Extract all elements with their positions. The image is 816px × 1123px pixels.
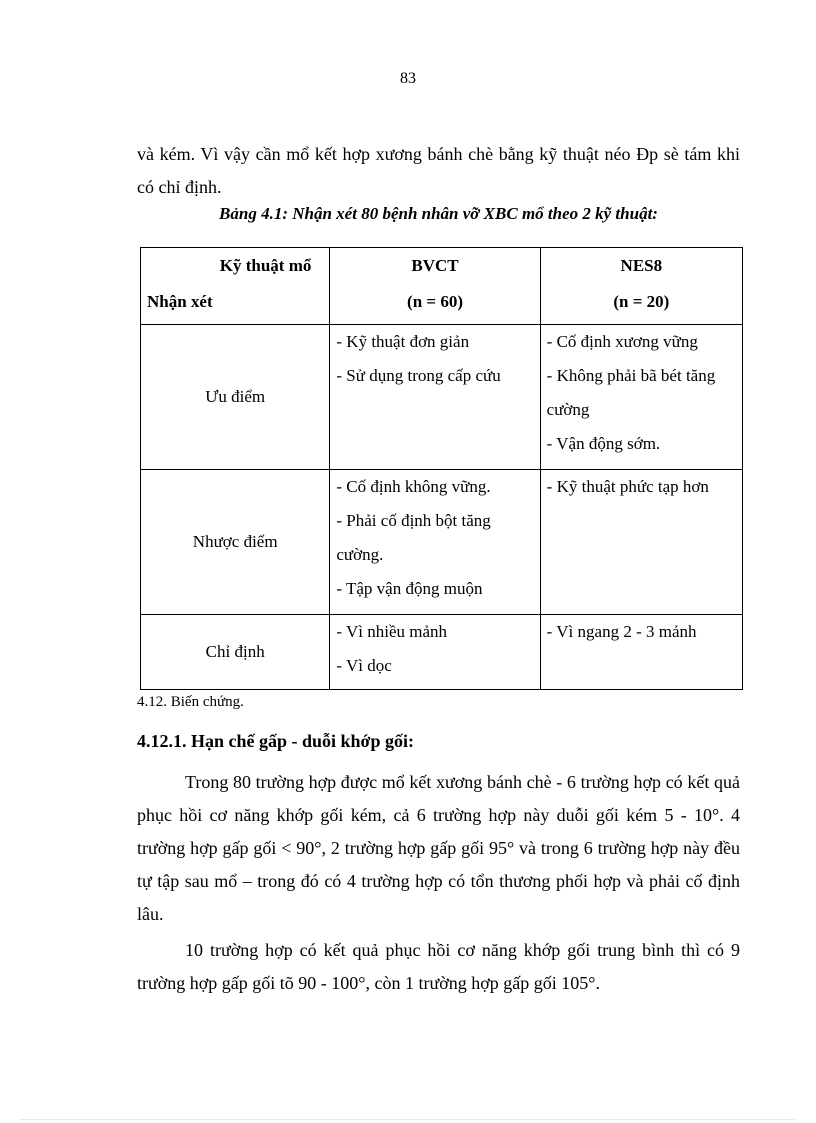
header-bvct-count: (n = 60): [407, 292, 464, 311]
section-heading-complications: 4.12. Biến chứng.: [137, 694, 244, 710]
list-item: - Kỹ thuật đơn giản: [336, 332, 470, 351]
row-label-advantages: Ưu điểm: [141, 325, 330, 470]
list-item: - Phải cố định bột tăng cường.: [336, 511, 491, 564]
list-item: - Vận động sớm.: [546, 434, 661, 453]
section-heading-flexion-extension: 4.12.1. Hạn chế gấp - duỗi khớp gối:: [137, 731, 415, 751]
comparison-table: [140, 247, 743, 690]
list-item: - Kỹ thuật phức tạp hơn: [546, 477, 709, 496]
cell-bvct-indications: [330, 615, 540, 690]
table-row: [141, 615, 743, 690]
header-nes8-count: (n = 20): [613, 292, 670, 311]
table-row: [141, 470, 743, 615]
header-nes8-name: NES8: [620, 256, 663, 275]
header-corner-top: Kỹ thuật mổ: [219, 256, 312, 275]
cell-bvct-disadvantages: [330, 470, 540, 615]
row-label-indications: Chỉ định: [141, 615, 330, 690]
cell-nes8-advantages: [540, 325, 742, 470]
list-item: - Vì nhiều mảnh: [336, 622, 448, 641]
list-item: - Vì ngang 2 - 3 mảnh: [546, 622, 697, 641]
header-corner-cell: [141, 248, 330, 325]
body-paragraph: 10 trường hợp có kết quả phục hồi cơ năng khớp gối trung bình thì có 9 trường hợp gấp gối tõ 90 - 100°, còn 1 trường hợp gấp gối 105°.: [137, 940, 740, 993]
table-header-row: [141, 248, 743, 325]
header-bvct-cell: [330, 248, 540, 325]
list-item: - Không phải bã bét tăng cường: [546, 366, 716, 419]
list-item: - Sử dụng trong cấp cứu: [336, 366, 501, 385]
footer-divider: [20, 1119, 796, 1120]
header-corner-bottom: Nhận xét: [147, 292, 213, 311]
cell-nes8-indications: [540, 615, 742, 690]
header-bvct-name: BVCT: [411, 256, 459, 275]
table-caption: Bảng 4.1: Nhận xét 80 bệnh nhân vỡ XBC mổ theo 2 kỹ thuật:: [219, 204, 658, 223]
intro-paragraph: và kém. Vì vậy cần mổ kết hợp xương bánh chè bằng kỹ thuật néo Đp sè tám khi có chỉ định.: [137, 144, 740, 197]
list-item: - Cố định không vững.: [336, 477, 491, 496]
row-label-disadvantages: Nhược điểm: [141, 470, 330, 615]
table-row: [141, 325, 743, 470]
body-paragraph: Trong 80 trường hợp được mổ kết xương bánh chè - 6 trường hợp có kết quả phục hồi cơ năng khớp gối kém, cả 6 trường hợp này duỗi gối kém 5 - 10°. 4 trường hợp gấp gối < 90°, 2 trường hợp gấp gối 95° và trong 6 trường hợp này đều tự tập sau mổ – trong đó có 4 trường hợp có tổn thương phối hợp và phải cố định lâu.: [137, 772, 740, 924]
header-nes8-cell: [540, 248, 742, 325]
page-number: 83: [400, 70, 416, 87]
list-item: - Tập vận động muộn: [336, 579, 483, 598]
list-item: - Vì dọc: [336, 656, 392, 675]
cell-nes8-disadvantages: [540, 470, 742, 615]
cell-bvct-advantages: [330, 325, 540, 470]
list-item: - Cố định xương vững: [546, 332, 698, 351]
